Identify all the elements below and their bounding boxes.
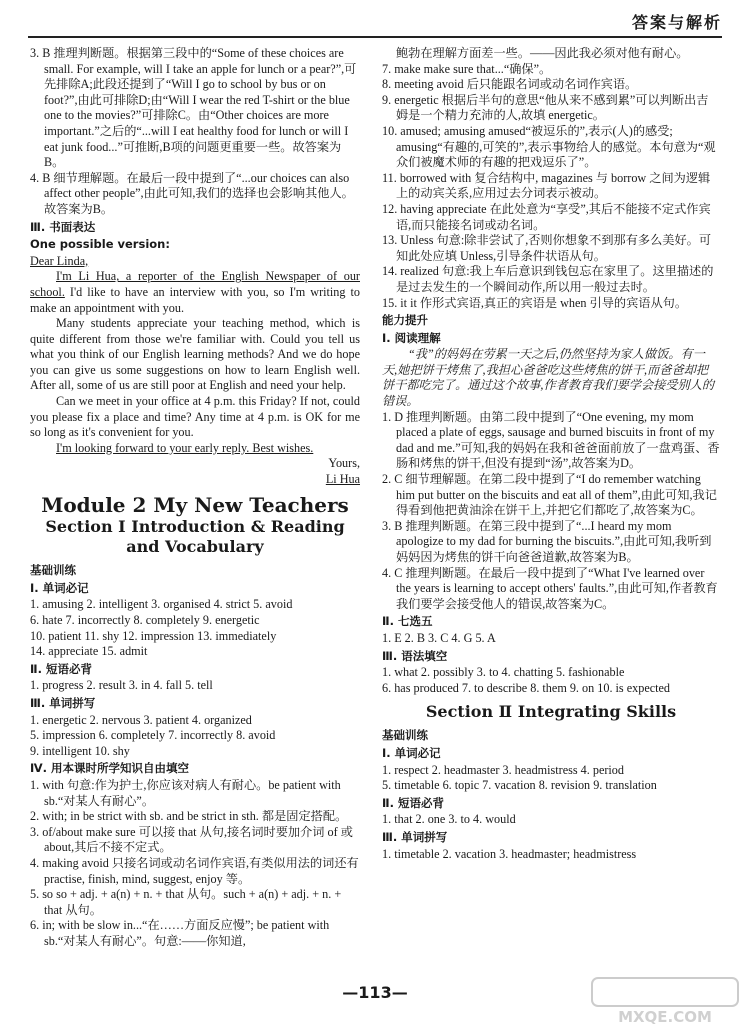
page-header [0, 0, 750, 40]
section-1-title [30, 517, 360, 557]
free-fill-item: 6. in; with be slow in...“在……方面反应慢”; be patient with sb.“对某人有耐心”。句意:——你知道, [30, 918, 330, 948]
seven-choose-five-heading: Ⅱ. 七选五 [382, 614, 433, 629]
answer-13: 13. Unless 句意:除非尝试了,否则你想象不到那有多么美好。可知此处应填 Unless,引导条件状语从句。 [382, 233, 712, 263]
basic-training-label: 基础训练 [30, 563, 76, 578]
phrase-line-2: 1. that 2. one 3. to 4. would [382, 812, 516, 827]
letter-greeting: Dear Linda, [30, 253, 89, 268]
spelling-heading-2: Ⅲ. 单词拼写 [382, 829, 448, 844]
letter-paragraph-2: Many students appreciate your teaching method, which is quite different from those we're familiar with. Could you tell us what you think of our English learning methods? And we do hope you can give us some suggestions on how to learn English well. After all, some of us are still poor at English and need your help. [30, 316, 360, 393]
free-fill-item: 4. making avoid 只接名词或动名词作宾语,有类似用法的词还有 practise, finish, mind, suggest, enjoy 等。 [30, 855, 359, 886]
answer-8: 8. meeting avoid 后只能跟名词或动名词作宾语。 [382, 77, 638, 92]
answer-3: 3. B 推理判断题。根据第三段中的“Some of these choices are small. For example, will I take an apple for lunch or a pear?”,可先排除A;此段还提到了“Will I go to school by bus or on foot?”,由此可排除D;由“Will I wear the red T-shirt or the blue one to the movies?”可排除C。由“Other choices are more important.”之后的“...will I eat healthy food for lunch or will I eat junk food...”可推断,B项的问题更重要一些。故答案为B。 [30, 46, 357, 170]
letter-paragraph-3: Can we meet in your office at 4 p.m. this Friday? If not, could you please fix a place and time? Any time at 4 p.m. is OK for me so long as it's convenient for you. [30, 394, 360, 440]
answer-9: 9. energetic 根据后半句的意思“他从来不感到累”可以判断出吉姆是一个精力充沛的人,故填 energetic。 [382, 92, 709, 123]
word-memory-line: 1. amusing 2. intelligent 3. organised 4. strict 5. avoid [30, 597, 293, 612]
answer-4: 4. B 细节理解题。在最后一段中提到了“...our choices can also affect other people”,由此可知,我们的选择也会影响其他人。故答案为B。 [30, 170, 354, 216]
grammar-fill-line: 1. what 2. possibly 3. to 4. chatting 5. fashionable [382, 665, 625, 680]
phrase-heading-2: Ⅱ. 短语必背 [382, 795, 444, 810]
word-memory-line: 10. patient 11. shy 12. impression 13. immediately [30, 628, 277, 643]
answer-12: 12. having appreciate 在此处意为“享受”,其后不能接不定式作宾语,而只能接名词或动名词。 [382, 201, 711, 232]
header-title: 答案与解析 [631, 13, 722, 32]
right-column [382, 46, 720, 862]
reading-summary: “我”的妈妈在劳累一天之后,仍然坚持为家人做饭。有一天,她把饼干烤焦了,我担心爸爸吃这些烤焦的饼干,而爸爸却把饼干都吃完了。通过这个故事,作者教育我们要学会接受别人的错误。 [382, 347, 715, 409]
word-memory-heading: Ⅰ. 单词必记 [30, 580, 89, 595]
letter-paragraph-4: I'm looking forward to your early reply. Best wishes. [56, 440, 314, 455]
spelling-line-2: 1. timetable 2. vacation 3. headmaster; headmistress [382, 846, 637, 861]
spelling-line: 9. intelligent 10. shy [30, 743, 130, 758]
section-writing: Ⅲ. 书面表达 [30, 219, 96, 234]
word-memory-line: 6. hate 7. incorrectly 8. completely 9. energetic [30, 613, 260, 627]
reading-answer-3: 3. B 推理判断题。在第三段中提到了“...I heard my mom apologize to my dad for burning the biscuits.”,由此可知,我听到妈妈因为烤焦的饼干向爸爸道歉,故答案为B。 [382, 518, 712, 564]
reading-answer-2: 2. C 细节理解题。在第二段中提到了“I do remember watching him put butter on the biscuits and eat all of them”,由此可知,我记得看到他把黄油涂在饼干上,并把它们都吃了,故答案为C。 [382, 472, 717, 518]
free-fill-heading: Ⅳ. 用本课时所学知识自由填空 [30, 761, 190, 776]
possible-version-label: One possible version: [30, 237, 170, 252]
seven-choose-five-line: 1. E 2. B 3. C 4. G 5. A [382, 630, 496, 645]
ability-label: 能力提升 [382, 313, 428, 328]
reading-answer-4: 4. C 推理判断题。在最后一段中提到了“What I've learned over the years is learning to accept others' faults.”,由此可知,作者教育我们要学会接受他人的错误,故答案为C。 [382, 565, 718, 611]
watermark-text: MXQE.COM [618, 1008, 712, 1026]
basic-training-label-2: 基础训练 [382, 728, 428, 743]
phrase-heading: Ⅱ. 短语必背 [30, 661, 92, 676]
spelling-heading: Ⅲ. 单词拼写 [30, 695, 96, 710]
section-1-title-line-2: and Vocabulary [126, 537, 264, 557]
watermark-logo [590, 976, 740, 1028]
page-number: —113— [342, 983, 408, 1002]
free-fill-item: 1. with 句意:作为护士,你应该对病人有耐心。be patient with sb.“对某人有耐心”。 [30, 777, 341, 808]
reading-answer-1: 1. D 推理判断题。由第二段中提到了“One evening, my mom placed a plate of eggs, sausage and burned biscuits in front of my dad and me.”可知,我的妈妈在我和爸爸面前放了一盘鸡蛋、香肠和烤焦的饼干,但没有提到“汤”,故答案为D。 [382, 409, 720, 471]
free-fill-item: 3. of/about make sure 可以接 that 从句,接名词时要加介词 of 或 about,其后不接不定式。 [30, 824, 353, 855]
letter-intro-rest: I'd like to have an interview with you, so I'm writing to make an appointment with you. [30, 284, 360, 315]
reading-heading: Ⅰ. 阅读理解 [382, 330, 441, 345]
answer-14: 14. realized 句意:我上车后意识到钱包忘在家里了。这里描述的是过去发生的一个瞬间动作,所以用一般过去时。 [382, 264, 714, 294]
word-memory-line-2: 1. respect 2. headmaster 3. headmistress 4. period [382, 762, 624, 777]
free-fill-item: 5. so so + adj. + a(n) + n. + that 从句。such + a(n) + adj. + n. + that 从句。 [30, 887, 342, 917]
spelling-line: 1. energetic 2. nervous 3. patient 4. organized [30, 712, 252, 727]
answer-11: 11. borrowed with 复合结构中, magazines 与 borrow 之间为逻辑上的动宾关系,应用过去分词表示被动。 [382, 170, 711, 201]
grammar-fill-heading: Ⅲ. 语法填空 [382, 648, 448, 663]
module-title: Module 2 My New Teachers [41, 492, 349, 517]
answer-continuation: 鲍勃在理解方面差一些。——因此我必须对他有耐心。 [396, 46, 689, 60]
answer-15: 15. it it 作形式宾语,真正的宾语是 when 引导的宾语从句。 [382, 295, 688, 310]
letter-signature: Li Hua [325, 472, 360, 487]
answer-7: 7. make make sure that...“确保”。 [382, 61, 552, 76]
spelling-line: 5. impression 6. completely 7. incorrectly 8. avoid [30, 728, 276, 743]
left-column [30, 46, 360, 949]
phrase-line: 1. progress 2. result 3. in 4. fall 5. tell [30, 678, 213, 693]
section-1-title-line-1: Section Ⅰ Introduction & Reading [45, 517, 345, 537]
word-memory-line-2: 5. timetable 6. topic 7. vacation 8. revision 9. translation [382, 778, 657, 793]
free-fill-item: 2. with; in be strict with sb. and be strict in sth. 都是固定搭配。 [30, 809, 348, 824]
word-memory-heading-2: Ⅰ. 单词必记 [382, 745, 441, 760]
letter-paragraph-1 [30, 269, 360, 316]
header-rule [28, 36, 722, 38]
answer-10: 10. amused; amusing amused“被逗乐的”,表示(人)的感受; amusing“有趣的,可笑的”,表示事物给人的感觉。本句意为“观众们被魔术师的有趣的把戏逗乐了”。 [382, 123, 716, 170]
word-memory-line: 14. appreciate 15. admit [30, 644, 148, 659]
grammar-fill-line: 6. has produced 7. to describe 8. them 9. on 10. is expected [382, 680, 671, 695]
letter-closing: Yours, [328, 456, 360, 471]
section-2-title: Section Ⅱ Integrating Skills [425, 702, 677, 722]
letter-intro-underlined: I'm Li Hua, a reporter of the English Newspaper of our school. [30, 269, 360, 299]
